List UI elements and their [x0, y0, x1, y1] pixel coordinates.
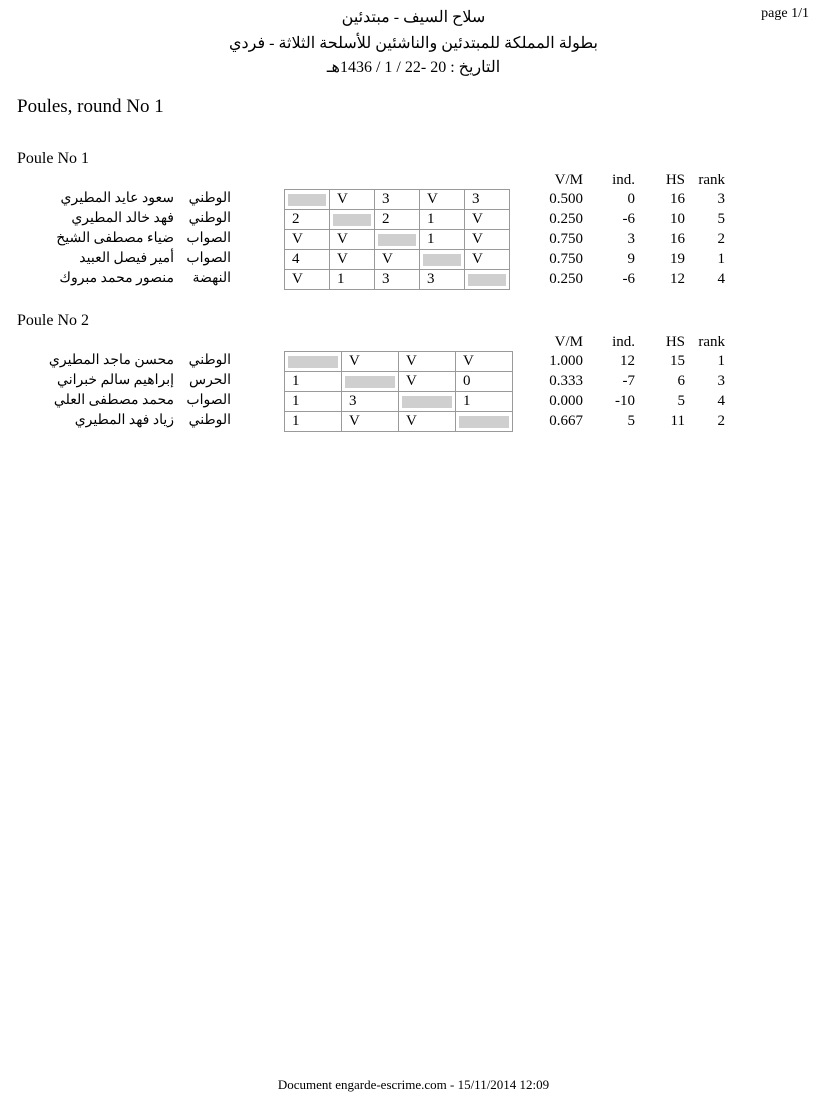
fencer-vm: 0.250	[549, 271, 583, 287]
fencer-vm: 0.750	[549, 231, 583, 247]
fencer-ind: 12	[620, 353, 635, 369]
bout-result-cell: 3	[465, 190, 510, 210]
page-number: page 1/1	[761, 6, 809, 21]
bout-result-cell: V	[285, 230, 330, 250]
poule-grid-self-cell	[465, 270, 510, 290]
bout-result-cell: V	[465, 250, 510, 270]
bout-result-cell: V	[399, 352, 456, 372]
self-bout-shading	[402, 396, 452, 408]
championship-title: بطولة المملكة للمبتدئين والناشئين للأسلحة الثلاثة - فردي	[229, 35, 598, 52]
fencer-vm: 0.500	[549, 191, 583, 207]
bout-result-cell: V	[375, 250, 420, 270]
poule-grid-row	[285, 392, 513, 412]
fencer-rank: 1	[717, 353, 725, 369]
self-bout-shading	[423, 254, 461, 266]
fencer-ind: 0	[627, 191, 635, 207]
fencer-vm: 0.667	[549, 413, 583, 429]
fencer-ind: -6	[622, 211, 635, 227]
bout-result-cell: V	[330, 190, 375, 210]
fencer-ind: -10	[615, 393, 635, 409]
poule-title: Poule No 1	[17, 150, 89, 167]
fencer-rank: 2	[717, 231, 725, 247]
document-footer: Document engarde-escrime.com - 15/11/2014 12:09	[277, 1077, 550, 1092]
bout-result-cell: V	[330, 250, 375, 270]
poule-grid-row	[285, 270, 510, 290]
poule-grid-row	[285, 412, 513, 432]
self-bout-shading	[288, 356, 338, 368]
bout-result-cell: 2	[285, 210, 330, 230]
column-header-rank: rank	[698, 334, 725, 350]
bout-result-cell: V	[420, 190, 465, 210]
fencer-vm: 0.333	[549, 373, 583, 389]
fencer-club: الوطني	[188, 191, 231, 206]
column-header-hs: HS	[665, 334, 685, 350]
bout-result-cell: V	[342, 352, 399, 372]
bout-result-cell: 0	[456, 372, 513, 392]
fencer-club: الصواب	[186, 251, 231, 266]
poule-grid-row	[285, 372, 513, 392]
fencer-club: الحرس	[188, 373, 231, 388]
bout-result-cell: 1	[420, 230, 465, 250]
bout-result-cell: V	[342, 412, 399, 432]
bout-result-cell: 1	[456, 392, 513, 412]
poule-grid-self-cell	[420, 250, 465, 270]
fencer-vm: 0.250	[549, 211, 583, 227]
fencer-hs: 10	[670, 211, 685, 227]
fencer-name: محسن ماجد المطيري	[48, 353, 174, 368]
poule-grid-row	[285, 230, 510, 250]
fencer-rank: 2	[717, 413, 725, 429]
fencer-ind: 3	[627, 231, 635, 247]
fencer-rank: 4	[717, 271, 725, 287]
bout-result-cell: 1	[285, 372, 342, 392]
fencer-name: سعود عايد المطيري	[60, 191, 174, 206]
fencer-ind: -6	[622, 271, 635, 287]
poule-grid-self-cell	[399, 392, 456, 412]
event-date: التاريخ : 20 -22 / 1 / 1436هـ	[326, 59, 501, 76]
self-bout-shading	[333, 214, 371, 226]
bout-result-cell: 2	[375, 210, 420, 230]
fencer-name: منصور محمد مبروك	[59, 271, 174, 286]
fencer-ind: 5	[627, 413, 635, 429]
round-title: Poules, round No 1	[17, 96, 164, 117]
bout-result-cell: V	[465, 230, 510, 250]
bout-result-cell: 1	[285, 392, 342, 412]
fencer-club: الصواب	[186, 393, 231, 408]
fencer-rank: 3	[717, 191, 725, 207]
fencer-rank: 5	[717, 211, 725, 227]
fencer-ind: -7	[622, 373, 635, 389]
fencer-vm: 0.750	[549, 251, 583, 267]
poule-results-grid	[284, 189, 510, 290]
fencer-hs: 16	[670, 191, 685, 207]
column-header-ind: ind.	[612, 172, 635, 188]
self-bout-shading	[459, 416, 509, 428]
fencer-name: ضياء مصطفى الشيخ	[56, 231, 174, 246]
fencer-club: الصواب	[186, 231, 231, 246]
poule-grid-self-cell	[456, 412, 513, 432]
poule-title: Poule No 2	[17, 312, 89, 329]
fencer-rank: 4	[717, 393, 725, 409]
self-bout-shading	[288, 194, 326, 206]
column-header-vm: V/M	[554, 172, 583, 188]
bout-result-cell: 3	[420, 270, 465, 290]
fencer-hs: 15	[670, 353, 685, 369]
weapon-category-heading: سلاح السيف - مبتدئين	[341, 9, 486, 26]
poule-grid-row	[285, 352, 513, 372]
poule-grid-row	[285, 190, 510, 210]
bout-result-cell: V	[399, 412, 456, 432]
bout-result-cell: 3	[375, 270, 420, 290]
bout-result-cell: V	[465, 210, 510, 230]
self-bout-shading	[345, 376, 395, 388]
poule-grid-self-cell	[285, 190, 330, 210]
bout-result-cell: 1	[285, 412, 342, 432]
fencer-hs: 19	[670, 251, 685, 267]
fencer-club: الوطني	[188, 413, 231, 428]
fencer-name: فهد خالد المطيري	[71, 211, 174, 226]
bout-result-cell: 3	[342, 392, 399, 412]
column-header-rank: rank	[698, 172, 725, 188]
poule-grid-row	[285, 210, 510, 230]
fencer-name: إبراهيم سالم خبراني	[57, 373, 174, 388]
bout-result-cell: V	[330, 230, 375, 250]
bout-result-cell: 4	[285, 250, 330, 270]
self-bout-shading	[378, 234, 416, 246]
column-header-ind: ind.	[612, 334, 635, 350]
poule-grid-self-cell	[342, 372, 399, 392]
fencer-rank: 1	[717, 251, 725, 267]
poule-grid-self-cell	[330, 210, 375, 230]
poule-grid-self-cell	[375, 230, 420, 250]
fencer-vm: 0.000	[549, 393, 583, 409]
fencer-rank: 3	[717, 373, 725, 389]
fencer-club: الوطني	[188, 211, 231, 226]
fencer-hs: 11	[670, 413, 685, 429]
poule-grid-row	[285, 250, 510, 270]
fencer-hs: 16	[670, 231, 685, 247]
column-header-hs: HS	[665, 172, 685, 188]
fencer-hs: 6	[677, 373, 685, 389]
bout-result-cell: 1	[420, 210, 465, 230]
bout-result-cell: 3	[375, 190, 420, 210]
fencer-hs: 5	[677, 393, 685, 409]
fencer-name: زياد فهد المطيري	[74, 413, 174, 428]
fencer-hs: 12	[670, 271, 685, 287]
column-header-vm: V/M	[554, 334, 583, 350]
poule-grid-self-cell	[285, 352, 342, 372]
fencer-vm: 1.000	[549, 353, 583, 369]
bout-result-cell: 1	[330, 270, 375, 290]
bout-result-cell: V	[399, 372, 456, 392]
fencer-club: النهضة	[192, 271, 231, 286]
fencer-name: أمير فيصل العبيد	[79, 251, 174, 266]
self-bout-shading	[468, 274, 506, 286]
fencer-ind: 9	[627, 251, 635, 267]
fencer-club: الوطني	[188, 353, 231, 368]
fencer-name: محمد مصطفى العلي	[53, 393, 174, 408]
bout-result-cell: V	[456, 352, 513, 372]
poule-results-grid	[284, 351, 513, 432]
bout-result-cell: V	[285, 270, 330, 290]
